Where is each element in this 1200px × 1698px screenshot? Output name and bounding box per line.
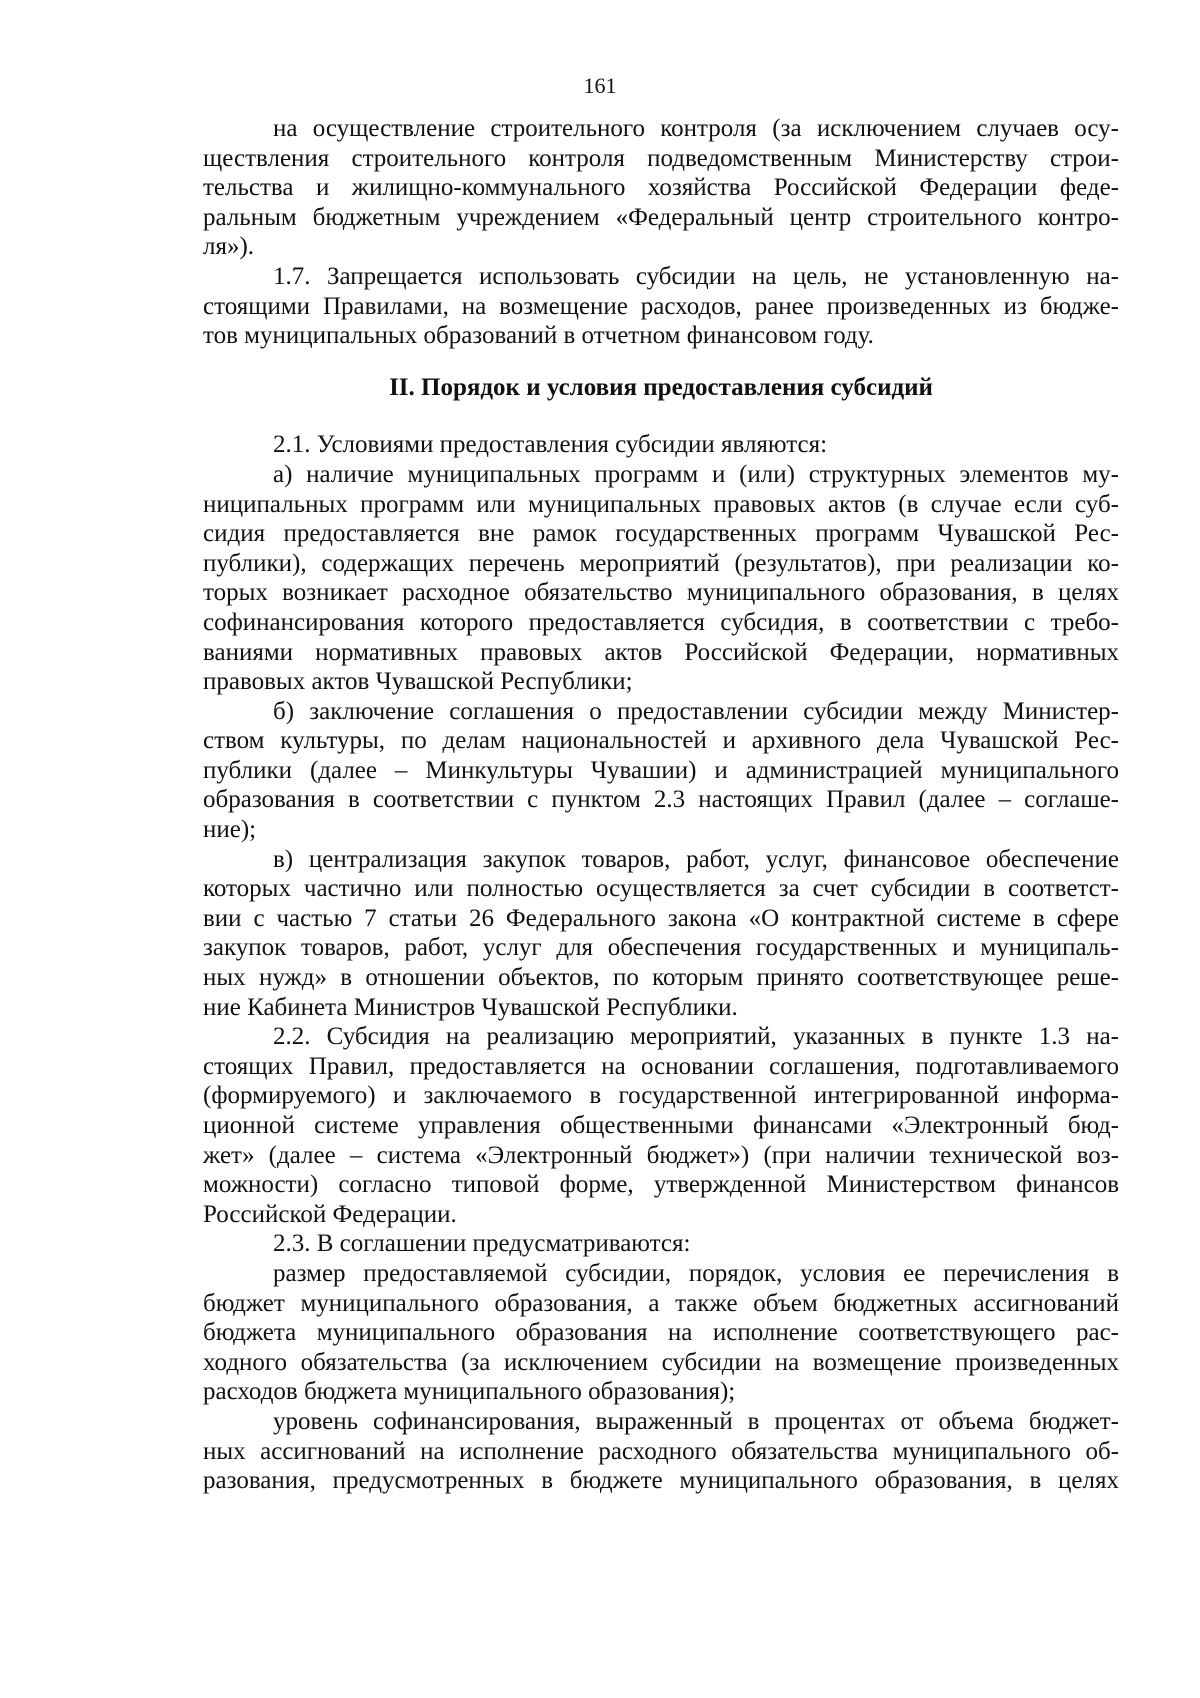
text-line: (формируемого) и заключаемого в государственной интегрированной информа-	[203, 1082, 1119, 1110]
text-line: ниципальных программ или муниципальных правовых актов (в случае если суб-	[203, 490, 1119, 518]
text-line: закупок товаров, работ, услуг для обеспечения государственных и муниципаль-	[203, 934, 1119, 962]
paragraph	[203, 845, 1119, 1023]
paragraphs-before	[203, 114, 1119, 351]
paragraph	[203, 1229, 1119, 1259]
paragraph	[203, 114, 1119, 262]
text-line: тельства и жилищно-коммунального хозяйства Российской Федерации феде-	[203, 174, 1119, 202]
text-line: жет» (далее – система «Электронный бюджет») (при наличии технической воз-	[203, 1141, 1119, 1169]
text-line: правовых актов Чувашской Республики;	[203, 668, 633, 696]
paragraph	[203, 1259, 1119, 1407]
text-line: 2.3. В соглашении предусматриваются:	[273, 1230, 691, 1258]
document-body	[203, 114, 1119, 1496]
paragraph	[203, 697, 1119, 845]
text-line: ральным бюджетным учреждением «Федеральный центр строительного контро-	[203, 203, 1119, 231]
text-line: бюджет муниципального образования, а также объем бюджетных ассигнований	[203, 1289, 1119, 1317]
paragraph	[203, 1022, 1119, 1229]
text-line: публики (далее – Минкультуры Чувашии) и администрацией муниципального	[203, 756, 1119, 784]
text-line: вии с частью 7 статьи 26 Федерального закона «О контрактной системе в сфере	[203, 904, 1119, 932]
text-line: ние);	[203, 816, 257, 844]
text-line: ля»).	[203, 233, 255, 261]
text-line: б) заключение соглашения о предоставлении субсидии между Министер-	[273, 697, 1119, 725]
text-line: ваниями нормативных правовых актов Российской Федерации, нормативных	[203, 638, 1119, 666]
paragraph	[203, 430, 1119, 460]
text-line: 1.7. Запрещается использовать субсидии на цель, не установленную на-	[273, 262, 1119, 290]
text-line: уровень софинансирования, выраженный в процентах от объема бюджет-	[273, 1407, 1119, 1435]
text-line: софинансирования которого предоставляется субсидия, в соответствии с требо-	[203, 608, 1119, 636]
text-line: ществления строительного контроля подведомственным Министерству строи-	[203, 144, 1119, 172]
text-line: ных ассигнований на исполнение расходного обязательства муниципального об-	[203, 1437, 1119, 1465]
paragraph	[203, 460, 1119, 697]
text-line: которых частично или полностью осуществляется за счет субсидии в соответст-	[203, 875, 1119, 903]
text-line: тов муниципальных образований в отчетном финансовом году.	[203, 322, 874, 350]
paragraphs-after	[203, 430, 1119, 1495]
text-line: стоящих Правил, предоставляется на основании соглашения, подготавливаемого	[203, 1052, 1119, 1080]
text-line: торых возникает расходное обязательство муниципального образования, в целях	[203, 579, 1119, 607]
text-line: можности) согласно типовой форме, утвержденной Министерством финансов	[203, 1171, 1119, 1199]
text-line: ством культуры, по делам национальностей и архивного дела Чувашской Рес-	[203, 727, 1119, 755]
text-line: ных нужд» в отношении объектов, по которым принято соответствующее реше-	[203, 964, 1119, 992]
text-line: стоящими Правилами, на возмещение расходов, ранее произведенных из бюдже-	[203, 292, 1119, 320]
text-line: 2.1. Условиями предоставления субсидии являются:	[273, 431, 828, 459]
text-line: расходов бюджета муниципального образования);	[203, 1378, 736, 1406]
text-line: образования в соответствии с пунктом 2.3 настоящих Правил (далее – соглаше-	[203, 786, 1119, 814]
page-number: 161	[583, 73, 617, 98]
text-line: бюджета муниципального образования на исполнение соответствующего рас-	[203, 1319, 1119, 1347]
text-line: публики), содержащих перечень мероприятий (результатов), при реализации ко-	[203, 549, 1119, 577]
paragraph	[203, 262, 1119, 351]
text-line: а) наличие муниципальных программ и (или) структурных элементов му-	[273, 460, 1119, 488]
text-line: ние Кабинета Министров Чувашской Республики.	[203, 993, 738, 1021]
section-heading: II. Порядок и условия предоставления субсидий	[389, 373, 933, 401]
text-line: Российской Федерации.	[203, 1200, 457, 1228]
text-line: в) централизация закупок товаров, работ, услуг, финансовое обеспечение	[273, 845, 1119, 873]
text-line: ходного обязательства (за исключением субсидии на возмещение произведенных	[203, 1348, 1119, 1376]
text-line: разования, предусмотренных в бюджете муниципального образования, в целях	[203, 1467, 1119, 1495]
text-line: ционной системе управления общественными финансами «Электронный бюд-	[203, 1112, 1119, 1139]
paragraph	[203, 1407, 1119, 1496]
text-line: 2.2. Субсидия на реализацию мероприятий, указанных в пункте 1.3 на-	[273, 1023, 1119, 1051]
text-line: сидия предоставляется вне рамок государственных программ Чувашской Рес-	[203, 520, 1119, 548]
text-line: размер предоставляемой субсидии, порядок, условия ее перечисления в	[273, 1259, 1119, 1287]
text-line: на осуществление строительного контроля (за исключением случаев осу-	[273, 115, 1119, 142]
